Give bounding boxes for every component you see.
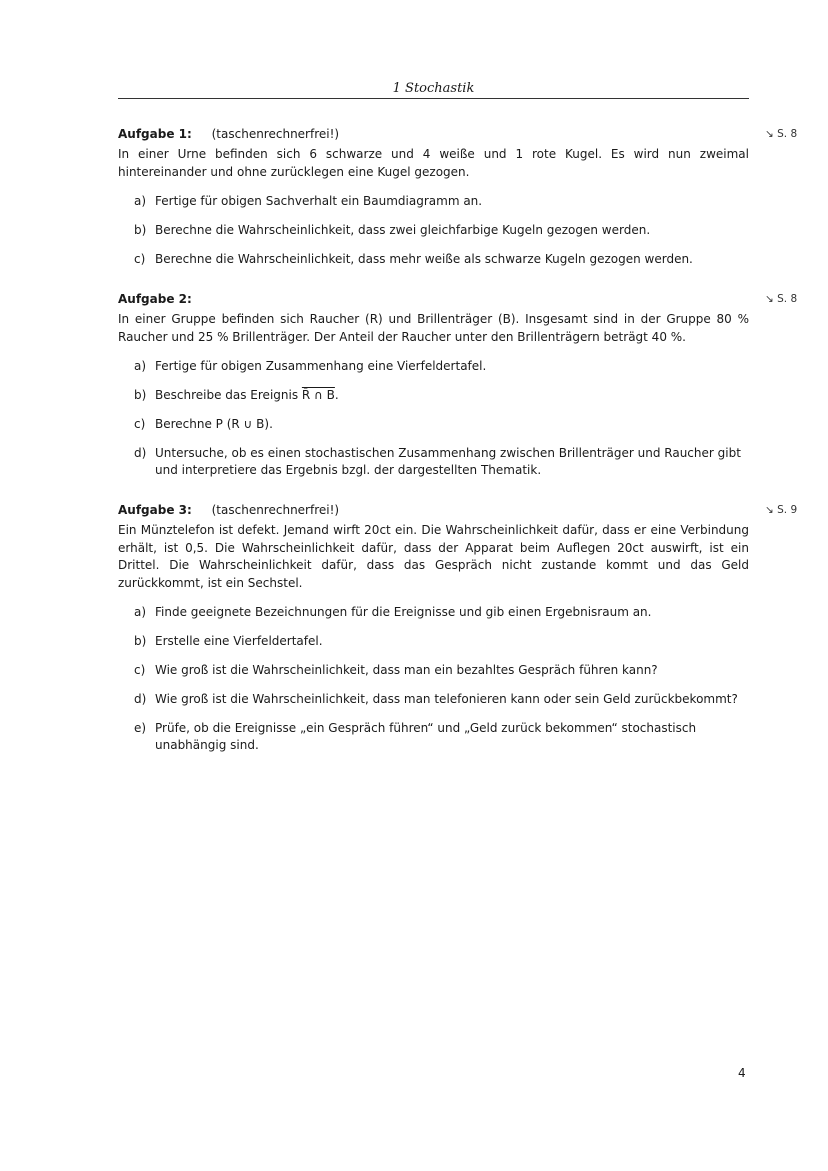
- task-2-heading: [118, 290, 798, 308]
- subtask-letter: b): [134, 223, 147, 237]
- subtask-letter: a): [134, 605, 147, 619]
- subtask-text: Finde geeignete Bezeichnungen für die Ereignisse und gib einen Ergebnisraum an.: [155, 605, 652, 619]
- subtask-text: Berechne P (R ∪ B).: [155, 417, 273, 431]
- task-2-intro: In einer Gruppe befinden sich Raucher (R) und Brillenträger (B). Insgesamt sind in der Gruppe 80 % Raucher und 25 % Brillenträger. Der Anteil der Raucher unter den Brillenträgern beträgt 40 %.: [118, 312, 749, 344]
- task-2-subtasks: [118, 358, 749, 479]
- subtask-text: Erstelle eine Vierfeldertafel.: [155, 634, 323, 648]
- subtask-letter: a): [134, 359, 147, 373]
- subtask: [118, 604, 749, 621]
- task-1-subtasks: [118, 193, 749, 268]
- task-1-page-reference: ↘ S. 8: [765, 128, 798, 140]
- subtask-text: Prüfe, ob die Ereignisse „ein Gespräch führen“ und „Geld zurück bekommen“ stochastisch unabhängig sind.: [155, 721, 697, 752]
- subtask-text-suffix: .: [334, 388, 339, 402]
- subtask-letter: d): [134, 446, 147, 460]
- document-body: [118, 125, 798, 776]
- subtask-text: Berechne die Wahrscheinlichkeit, dass mehr weiße als schwarze Kugeln gezogen werden.: [155, 252, 693, 266]
- task-3: [118, 501, 798, 754]
- subtask-text-with-math: [155, 387, 749, 404]
- subtask-letter: c): [134, 252, 146, 266]
- task-1-title: Aufgabe 1:: [118, 127, 192, 141]
- subtask: [118, 633, 749, 650]
- subtask-letter: c): [134, 417, 146, 431]
- subtask-text: Berechne die Wahrscheinlichkeit, dass zwei gleichfarbige Kugeln gezogen werden.: [155, 223, 651, 237]
- subtask-text-prefix: Beschreibe das Ereignis: [155, 388, 302, 402]
- task-1-note: (taschenrechnerfrei!): [211, 127, 340, 141]
- header-rule: [118, 98, 749, 99]
- subtask-letter: b): [134, 634, 147, 648]
- task-2: [118, 290, 798, 479]
- subtask: [118, 445, 749, 479]
- running-head: 1 Stochastik: [392, 81, 475, 96]
- subtask: [118, 222, 749, 239]
- task-3-intro: Ein Münztelefon ist defekt. Jemand wirft 20ct ein. Die Wahrscheinlichkeit dafür, dass er eine Verbindung erhält, ist 0,5. Die Wahrscheinlichkeit dafür, dass der Apparat beim Auflegen 20ct auswirft, ist ein Drittel. Die Wahrscheinlichkeit dafür, dass das Gespräch nicht zustande kommt und das Geld zurückkommt, ist ein Sechstel.: [118, 523, 749, 590]
- subtask-letter: a): [134, 194, 147, 208]
- subtask-letter: c): [134, 663, 146, 677]
- subtask-letter: d): [134, 692, 147, 706]
- task-3-page-reference: ↘ S. 9: [765, 504, 798, 516]
- task-3-title: Aufgabe 3:: [118, 503, 192, 517]
- subtask-letter: e): [134, 721, 147, 735]
- subtask-letter: b): [134, 388, 147, 402]
- subtask: [118, 662, 749, 679]
- task-3-heading: [118, 501, 798, 519]
- page-number: 4: [738, 1066, 746, 1080]
- subtask-text: Wie groß ist die Wahrscheinlichkeit, dass man ein bezahltes Gespräch führen kann?: [155, 663, 658, 677]
- task-1-intro: In einer Urne befinden sich 6 schwarze und 4 weiße und 1 rote Kugel. Es wird nun zweimal hintereinander und ohne zurücklegen eine Kugel gezogen.: [118, 147, 749, 179]
- task-2-title: Aufgabe 2:: [118, 292, 192, 306]
- subtask: [118, 251, 749, 268]
- subtask: [118, 193, 749, 210]
- subtask-text: Wie groß ist die Wahrscheinlichkeit, dass man telefonieren kann oder sein Geld zurückbekommt?: [155, 692, 738, 706]
- subtask: [118, 387, 749, 404]
- subtask: [118, 416, 749, 433]
- subtask: [118, 691, 749, 708]
- task-3-subtasks: [118, 604, 749, 754]
- task-1: [118, 125, 798, 268]
- subtask: [118, 720, 749, 754]
- event-expression: R̄ ∩ B: [301, 388, 335, 402]
- task-2-page-reference: ↘ S. 8: [765, 293, 798, 305]
- subtask-text: Fertige für obigen Zusammenhang eine Vierfeldertafel.: [155, 359, 487, 373]
- subtask-text: Fertige für obigen Sachverhalt ein Baumdiagramm an.: [155, 194, 483, 208]
- task-1-heading: [118, 125, 798, 143]
- subtask-text: Untersuche, ob es einen stochastischen Zusammenhang zwischen Brillenträger und Raucher gibt und interpretiere das Ergebnis bzgl. der dargestellten Thematik.: [155, 446, 741, 477]
- subtask: [118, 358, 749, 375]
- task-3-note: (taschenrechnerfrei!): [211, 503, 340, 517]
